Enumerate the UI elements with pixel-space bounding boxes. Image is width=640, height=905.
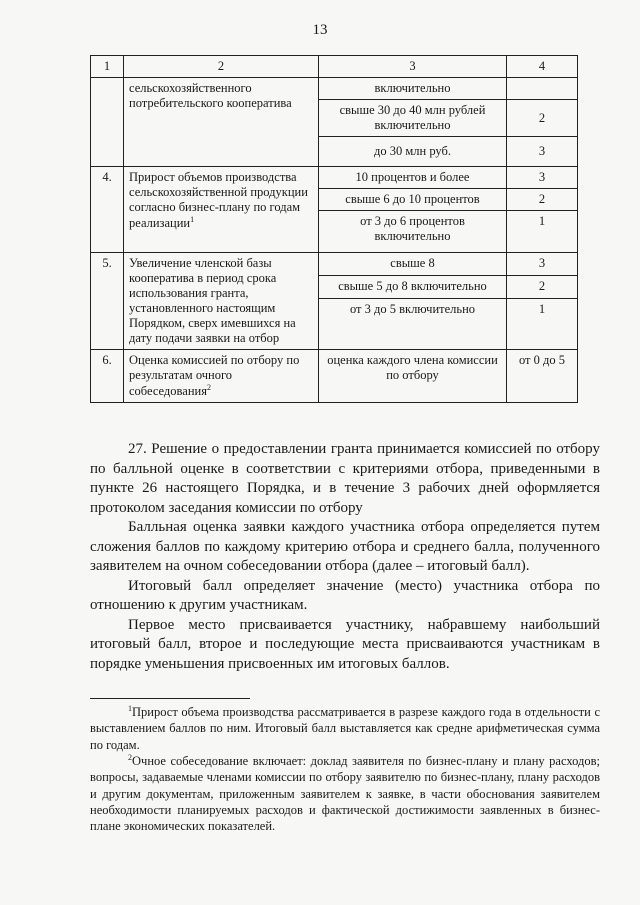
row-number: 6. (91, 350, 124, 403)
row-number: 5. (91, 253, 124, 350)
condition-cell: свыше 5 до 8 включительно (319, 276, 507, 299)
footnote-divider (90, 698, 250, 699)
score-cell: 2 (507, 276, 578, 299)
footnote (90, 704, 600, 753)
condition-cell: свыше 30 до 40 млн рублей включительно (319, 100, 507, 137)
score-cell (507, 78, 578, 100)
score-cell: 3 (507, 137, 578, 167)
condition-cell: до 30 млн руб. (319, 137, 507, 167)
criterion-cell: Увеличение членской базы кооператива в период срока использования гранта, установленного настоящим Порядком, сверх имевшихся на дату подачи заявки на отбор (124, 253, 319, 350)
condition-cell: 10 процентов и более (319, 167, 507, 189)
table-row (91, 78, 578, 100)
score-cell: 1 (507, 299, 578, 350)
table-row (91, 167, 578, 189)
footnote-mark: 2 (206, 383, 211, 392)
paragraph: 27. Решение о предоставлении гранта принимается комиссией по отбору по балльной оценке в соответствии с критериями отбора, приведенными в пункте 26 настоящего Порядка, и в течение 3 рабочих дней оформляется протоколом заседания комиссии по отбору (90, 441, 600, 516)
paragraph: Итоговый балл определяет значение (место) участника отбора по отношению к другим участникам. (90, 577, 600, 613)
criterion-cell (124, 350, 319, 403)
score-cell: 1 (507, 211, 578, 253)
page-number: 13 (312, 22, 328, 38)
condition-cell: включительно (319, 78, 507, 100)
row-number: 4. (91, 167, 124, 253)
condition-cell: от 3 до 6 процентов включительно (319, 211, 507, 253)
header-col-2: 2 (124, 56, 319, 78)
footnote-mark: 2 (128, 752, 132, 762)
footnote-mark: 1 (128, 704, 132, 713)
score-cell: от 0 до 5 (507, 350, 578, 403)
criteria-table (90, 55, 578, 403)
table-row (91, 350, 578, 403)
condition-cell: свыше 8 (319, 253, 507, 276)
criterion-cell: сельскохозяйственного потребительского кооператива (124, 78, 319, 167)
table-row (91, 253, 578, 276)
score-cell: 2 (507, 100, 578, 137)
score-cell: 3 (507, 167, 578, 189)
table-header-row (91, 56, 578, 78)
score-cell: 2 (507, 189, 578, 211)
condition-cell: от 3 до 5 включительно (319, 299, 507, 350)
footnote-text: Очное собеседование включает: доклад заявителя по бизнес-плану и плану расходов; вопросы, задаваемые членами комиссии по отбору заявителю по бизнес-плану, плану расходов и другим документам, приложенным заявителем к заявке, в части обоснования заявителем необходимости планируемых расходов и фактической достижимости заявленных в бизнес-плане экономических показателей. (90, 754, 600, 834)
score-cell: 3 (507, 253, 578, 276)
criterion-cell (124, 167, 319, 253)
condition-cell: оценка каждого члена комиссии по отбору (319, 350, 507, 403)
row-number (91, 78, 124, 167)
paragraph: Первое место присваивается участнику, набравшему наибольший итоговый балл, второе и последующие места присваиваются участникам в порядке уменьшения присвоенных им итоговых баллов. (90, 616, 600, 672)
footnote (90, 753, 600, 834)
header-col-3: 3 (319, 56, 507, 78)
criterion-text: Прирост объемов производства сельскохозяйственной продукции согласно бизнес-плану по годам реализации (129, 170, 308, 231)
condition-cell: свыше 6 до 10 процентов (319, 189, 507, 211)
header-col-1: 1 (91, 56, 124, 78)
body-text (90, 440, 600, 674)
header-col-4: 4 (507, 56, 578, 78)
footnotes (90, 704, 600, 834)
paragraph: Балльная оценка заявки каждого участника отбора определяется путем сложения баллов по каждому критерию отбора и среднего балла, полученного заявителем на очном собеседовании отбора (далее – итоговый балл). (90, 519, 600, 574)
criterion-text: Оценка комиссией по отбору по результатам очного собеседования (129, 353, 300, 399)
footnote-text: Прирост объема производства рассматривается в разрезе каждого года в отдельности с выставлением баллов по ним. Итоговый балл выставляется как средне арифметическая сумма по годам. (90, 705, 600, 752)
footnote-mark: 1 (190, 215, 195, 224)
